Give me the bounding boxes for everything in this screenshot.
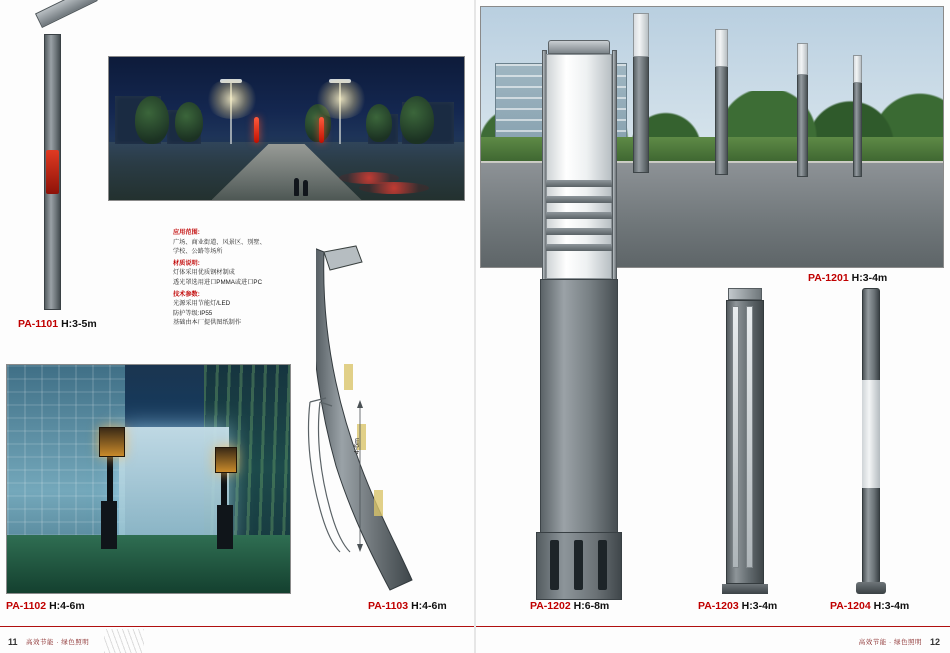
product-height: H:3-5m — [61, 318, 97, 330]
photo-tree — [135, 96, 169, 144]
footer-slogan-left: 高效节能 · 绿色照明 — [26, 639, 90, 646]
caption-pa-1201 — [808, 272, 887, 284]
lamp-accent-panel — [46, 150, 59, 194]
product-code: PA-1204 — [830, 600, 871, 612]
photo-pedestrian — [294, 178, 299, 196]
product-code: PA-1201 — [808, 272, 849, 284]
product-height: H:4-6m — [49, 600, 85, 612]
product-height: H:4-6m — [411, 600, 447, 612]
page-gutter — [474, 0, 476, 653]
lamp-base-slot — [574, 540, 583, 590]
lamp-light-strip — [746, 306, 753, 568]
dimension-label: 4-6m — [354, 438, 361, 454]
spec-tech-line: 基础由本厂提供图纸制作 — [173, 319, 242, 327]
lamp-fin — [546, 180, 612, 187]
photo-pole-pa-1201 — [715, 29, 728, 175]
caption-pa-1202 — [530, 600, 609, 612]
lamp-base — [856, 582, 886, 594]
dimension-drawing-pa-1103 — [300, 396, 370, 556]
photo-bollard — [217, 505, 233, 549]
photo-lamp-head — [99, 427, 125, 457]
spec-tech-line: 光源采用节能灯/LED — [173, 300, 231, 308]
caption-pa-1103 — [368, 600, 447, 612]
product-height: H:3-4m — [741, 600, 778, 612]
lamp-light-strip — [732, 306, 739, 568]
photo-light-glow — [205, 79, 259, 119]
product-height: H:6-8m — [573, 600, 610, 612]
product-code: PA-1202 — [530, 600, 571, 612]
spec-scope-line: 广场、商业街道、风景区、别墅、 — [173, 238, 266, 246]
footer-slogan-right: 高效节能 · 绿色照明 — [858, 639, 922, 646]
lamp-fin — [546, 212, 612, 219]
photo-night-building-scene — [6, 364, 291, 594]
spec-scope-line: 学校、公路等场所 — [173, 248, 223, 256]
photo-lit-wall — [119, 427, 229, 551]
photo-light-glow — [314, 79, 368, 119]
photo-pole-luminaire — [715, 29, 728, 67]
lamp-base-slot — [550, 540, 559, 590]
photo-tree — [175, 102, 203, 142]
product-code: PA-1103 — [368, 600, 409, 612]
product-code: PA-1101 — [18, 318, 59, 330]
spec-material-title: 材质说明: — [173, 259, 200, 267]
lamp-cap — [728, 288, 762, 300]
photo-pole-luminaire — [853, 55, 862, 83]
photo-red-accent-light — [254, 117, 259, 143]
product-height: H:3-4m — [851, 272, 888, 284]
product-height: H:3-4m — [873, 600, 910, 612]
page-number-left: 11 — [8, 637, 18, 647]
photo-pole-pa-1201 — [797, 43, 808, 177]
product-code: PA-1102 — [6, 600, 47, 612]
spec-tech-title: 技术参数: — [173, 290, 200, 298]
lamp-light-band — [862, 380, 880, 488]
footer-rule-left — [0, 626, 474, 627]
photo-pole-pa-1201 — [853, 55, 862, 177]
lamp-base-slot — [598, 540, 607, 590]
spec-tech-line: 防护等级:IP55 — [173, 309, 213, 317]
photo-tree — [366, 104, 392, 142]
photo-lawn — [7, 535, 290, 593]
photo-tree — [400, 96, 434, 144]
lamp-fin — [546, 196, 612, 203]
lamp-fin — [546, 228, 612, 235]
product-illustration-pa-1203 — [716, 288, 774, 598]
photo-pedestrian — [303, 180, 308, 196]
product-code: PA-1203 — [698, 600, 739, 612]
lamp-rail — [612, 50, 617, 282]
lamp-arm — [35, 0, 98, 28]
lamp-fin — [546, 244, 612, 251]
footer-corner-mark — [104, 629, 144, 653]
product-illustration-pa-1101 — [34, 10, 94, 310]
caption-pa-1203 — [698, 600, 777, 612]
footer-rule-right — [476, 626, 950, 627]
product-illustration-pa-1204 — [848, 288, 894, 598]
photo-flowerbed — [359, 182, 429, 194]
photo-pole-luminaire — [797, 43, 808, 75]
caption-pa-1204 — [830, 600, 909, 612]
photo-bollard — [101, 501, 117, 549]
lamp-base — [722, 584, 768, 594]
lamp-cap — [548, 40, 610, 54]
caption-pa-1101 — [18, 318, 97, 330]
photo-lamp-head — [215, 447, 237, 473]
caption-pa-1102 — [6, 600, 85, 612]
spec-scope-title: 应用范围: — [173, 229, 200, 236]
lamp-body — [540, 279, 618, 539]
specification-text — [173, 228, 293, 330]
photo-night-street-scene — [108, 56, 465, 201]
product-illustration-pa-1202 — [520, 40, 640, 600]
photo-red-accent-light — [319, 117, 324, 143]
spec-material-line: 透光罩选用进口PMMA或进口PC — [173, 279, 263, 287]
spec-material-line: 灯体采用优质钢材制成 — [173, 269, 235, 277]
page-number-right: 12 — [929, 637, 940, 647]
